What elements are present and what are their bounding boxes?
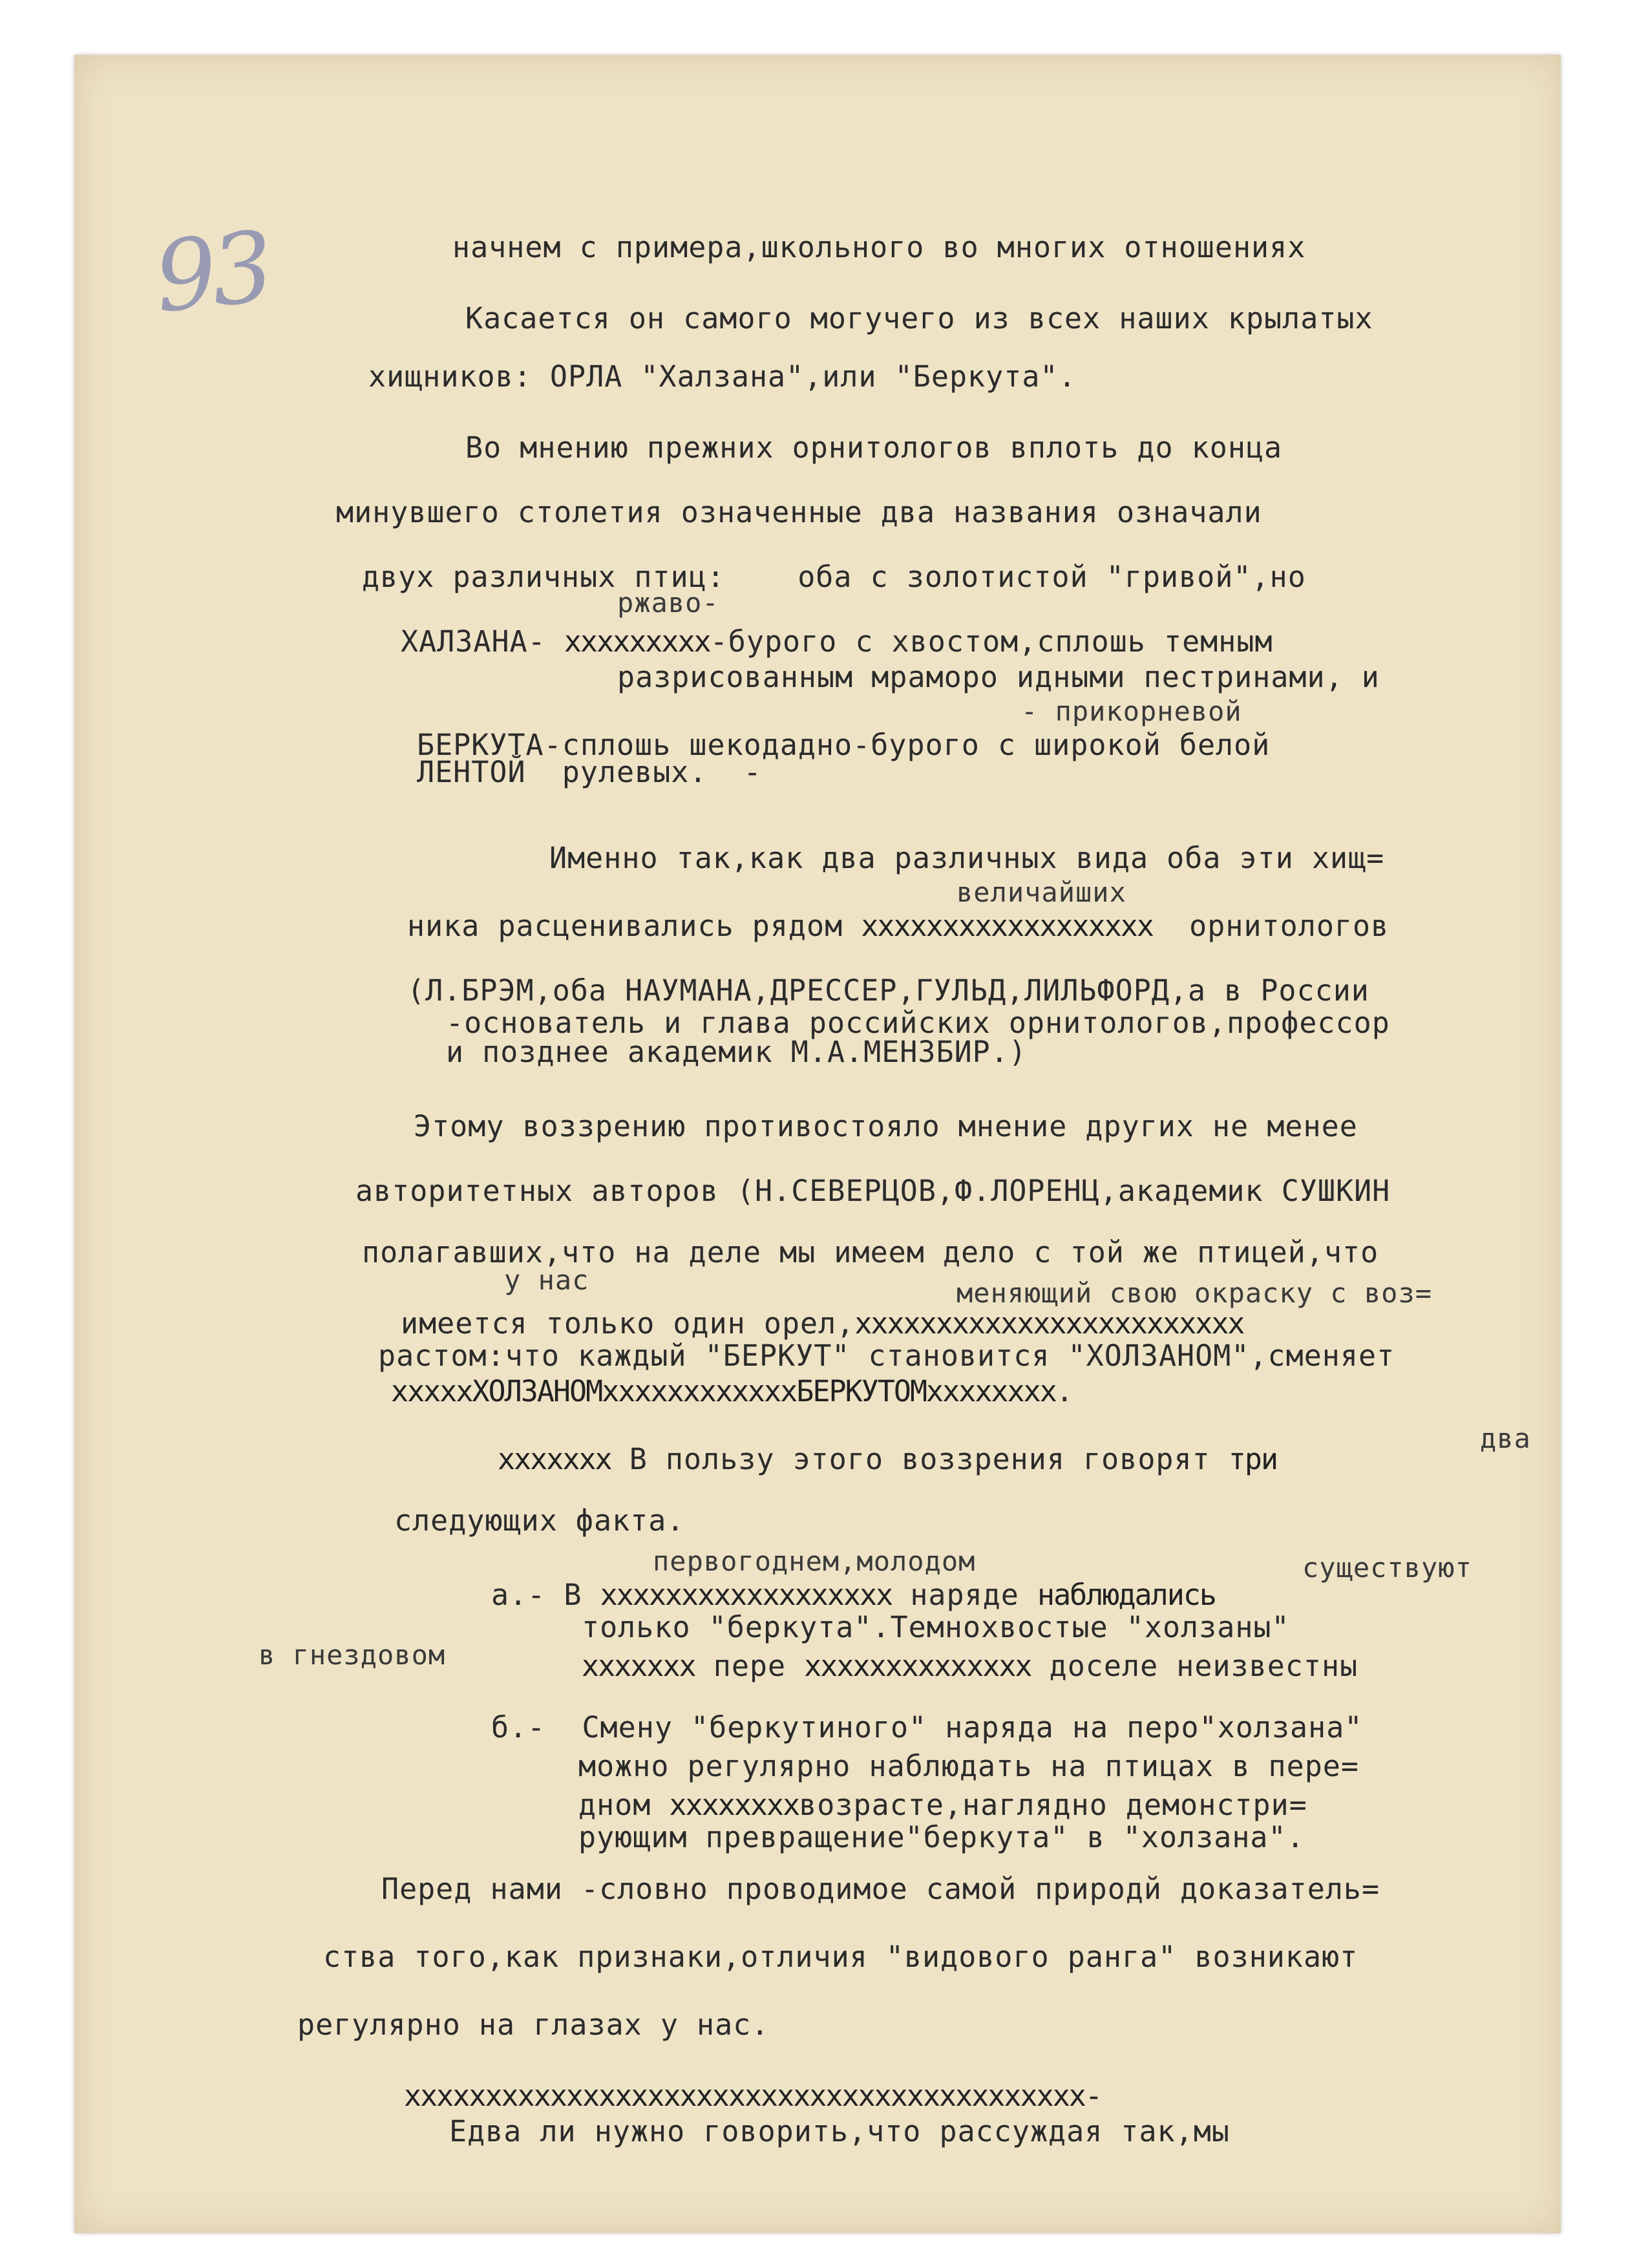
text-line: минувшего столетия означенные два названия означали (336, 495, 1262, 529)
text-line: регулярно на глазах у нас. (297, 2008, 770, 2042)
inserted-word: первогоднем,молодом (653, 1545, 976, 1577)
text-line: авторитетных авторов (Н.СЕВЕРЦОВ,Ф.ЛОРЕНЦ,академик СУШКИН (355, 1174, 1391, 1208)
text-line: разрисованным мраморо идными пестринами, и (617, 660, 1380, 694)
fact-a-line: xxxxxxx пере xxxxxxxxxxxxxx доселе неизвестны (582, 1649, 1358, 1683)
fact-b-line: рующим превращение"беркута" в "холзана". (578, 1820, 1305, 1854)
struck-text: xxxxxxxxxxxxxx (804, 1649, 1031, 1683)
struck-text: наблюдались (1037, 1578, 1216, 1612)
fact-b-line: дном xxxxxxxxвозрасте,наглядно демонстри= (578, 1788, 1307, 1822)
inserted-word: величайших (956, 876, 1126, 908)
struck-text: xxxxxxx (582, 1649, 695, 1683)
struck-text: xxxxxxxxx (564, 624, 710, 659)
inserted-word: меняющий свою окраску с воз= (956, 1277, 1433, 1309)
text-line: хищников: ОРЛА "Халзана",или "Беркута". (368, 359, 1077, 394)
text-line: и позднее академик М.А.МЕНЗБИР.) (446, 1035, 1027, 1069)
fact-a-line: только "беркута".Темнохвостые "холзаны" (582, 1610, 1290, 1644)
fact-b-line: можно регулярно наблюдать на птицах в пере= (578, 1749, 1359, 1783)
inserted-word: ржаво- (617, 587, 719, 619)
text-line: БЕРКУТА-сплошь шекодадно-бурого с широкой белой (417, 728, 1271, 762)
struck-text: xxxxxxxxxxxxxxxxxx (600, 1578, 893, 1612)
fact-a-line: а.- В xxxxxxxxxxxxxxxxxx наряде наблюдались (491, 1578, 1216, 1612)
inserted-word: в гнездовом (259, 1639, 446, 1671)
inserted-word: - прикорневой (1021, 695, 1242, 727)
struck-text: xxxxxxxx (669, 1788, 799, 1822)
text-line: имеется только один орел,xxxxxxxxxxxxxxxxxxxxxxxx (401, 1306, 1244, 1341)
text-line: растом:что каждый "БЕРКУТ" становится "ХОЛЗАНОМ",сменяет (378, 1339, 1395, 1373)
text-line (404, 2079, 1101, 2113)
text-line: Перед нами -словно проводимое самой природй доказатель= (381, 1872, 1380, 1906)
struck-text: xxxxxxxxxxxxxxxxxx (861, 909, 1153, 943)
text-line: Во мнению прежних орнитологов вплоть до конца (465, 430, 1283, 465)
text-line: двух различных птиц: оба с золотистой "гривой",но (362, 560, 1306, 594)
text-line: Этому воззрению противостояло мнение других не менее (414, 1109, 1358, 1143)
text-line: Едва ли нужно говорить,что рассуждая так,мы (449, 2114, 1230, 2148)
text-line: -основатель и глава российских орнитологов,профессор (446, 1006, 1390, 1040)
text-line: полагавших,что на деле мы имеем дело с той же птицей,что (362, 1235, 1379, 1269)
text-line: Касается он самого могучего из всех наших крылатых (465, 301, 1373, 335)
text-line: начнем с примера,школьного во многих отношениях (452, 230, 1306, 264)
text-line: ХАЛЗАНА- xxxxxxxxx-бурого с хвостом,сплошь темным (401, 624, 1273, 659)
inserted-word: существуют (1302, 1552, 1472, 1584)
struck-text: xxxxxxx (498, 1442, 611, 1476)
struck-text: xxxxxxxxxxxxxxxxxxxxxxxxxxxxxxxxxxxxxxxxxx- (404, 2079, 1101, 2113)
text-line: ника расценивались рядом xxxxxxxxxxxxxxxxxx орнитологов (407, 909, 1389, 943)
text-line: xxxxxxx В пользу этого воззрения говорят три (498, 1442, 1278, 1476)
text-line: ства того,как признаки,отличия "видового ранга" возникают (323, 1940, 1358, 1974)
struck-text: xxxxxХОЛЗАНОМxxxxxxxxxxxxБЕРКУТОМxxxxxxxx (391, 1374, 1056, 1408)
struck-text: xxxxxxxxxxxxxxxxxxxxxxxx (854, 1306, 1244, 1341)
text-line: следующих факта. (394, 1503, 685, 1538)
inserted-word: два (1480, 1423, 1531, 1454)
text-line: (Л.БРЭМ,оба НАУМАНА,ДРЕССЕР,ГУЛЬД,ЛИЛЬФОРД,а в России (407, 973, 1369, 1008)
text-line: ЛЕНТОЙ рулевых. - (417, 755, 762, 789)
handwritten-margin-note: 93 (149, 211, 274, 335)
text-line: Именно так,как два различных вида оба эти хищ= (549, 841, 1385, 875)
inserted-word: у нас (504, 1264, 589, 1296)
text-line: xxxxxХОЛЗАНОМxxxxxxxxxxxxБЕРКУТОМxxxxxxxx. (391, 1374, 1074, 1408)
fact-b-line: б.- Смену "беркутиного" наряда на перо"холзана" (491, 1710, 1363, 1744)
struck-text: три (1228, 1442, 1278, 1476)
